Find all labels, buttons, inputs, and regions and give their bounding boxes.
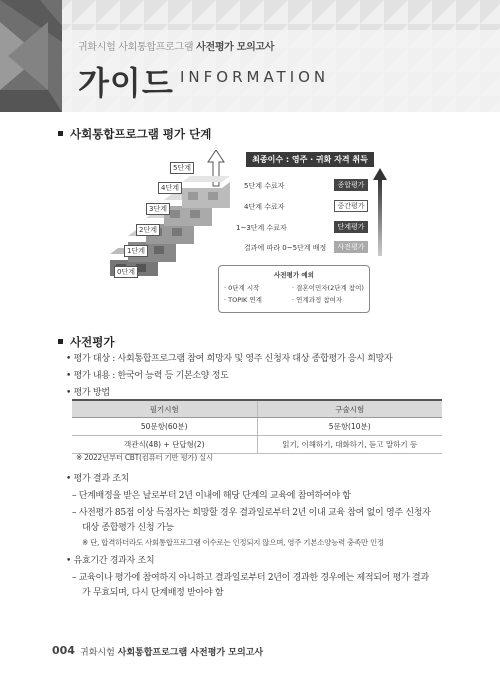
section-heading-label: 사전평가 <box>70 335 115 349</box>
bullet-square-icon <box>58 131 63 136</box>
step-label: 5단계 <box>170 162 194 174</box>
table-row <box>72 436 442 454</box>
table-note: ※ 2022년부터 CBT(컴퓨터 기반 평가) 실시 <box>76 453 213 462</box>
header-graphic <box>0 0 500 112</box>
exception-item: · 결혼이민자(2단계 참여) <box>292 284 364 292</box>
table-cell: 객관식(48) + 단답형(2) <box>72 436 257 454</box>
validity-title: • 유효기간 경과자 조치 <box>66 556 155 566</box>
footer-text-light: 귀화시험 <box>80 648 115 658</box>
exception-item: · 연계과정 참여자 <box>292 296 343 304</box>
table-cell: 읽기, 이해하기, 대화하기, 듣고 말하기 등 <box>257 436 442 454</box>
section-heading-stages <box>58 126 211 142</box>
eval-badge-pretest: 사전평가 <box>334 241 368 253</box>
row-label: 4단계 수료자 <box>244 203 285 211</box>
page-number: 004 <box>52 644 75 657</box>
row-label: 5단계 수료자 <box>244 182 285 190</box>
row-label: 결과에 따라 0~5단계 배정 <box>244 244 327 252</box>
eval-target: • 평가 대상 : 사회통합프로그램 참여 희망자 및 영주 신청자 대상 종합평가 응시 희망자 <box>66 354 393 364</box>
footer-text-bold: 사회통합프로그램 사전평가 모의고사 <box>117 648 264 658</box>
up-arrow-icon <box>372 168 388 256</box>
method-table <box>72 399 442 454</box>
section-heading-label: 사회통합프로그램 평가 단계 <box>70 127 212 141</box>
row-label: 1~3단계 수료자 <box>236 224 287 232</box>
bullet-square-icon <box>58 339 63 344</box>
step-label: 0단계 <box>114 266 138 278</box>
result-item: – 사전평가 85점 이상 득점자는 희망할 경우 결과일로부터 2년 이내 교육 참여 없이 영주 신청자 <box>72 508 431 518</box>
subtitle-bold: 사전평가 모의고사 <box>196 42 275 53</box>
step-label: 3단계 <box>146 203 170 215</box>
step-label: 2단계 <box>136 224 160 236</box>
step-label: 1단계 <box>124 245 148 257</box>
eval-badge-stage: 단계평가 <box>334 221 368 233</box>
result-note: ※ 단, 합격하더라도 사회통합프로그램 이수로는 인정되지 않으며, 영주 기본소양능력 충족만 인정 <box>82 538 384 547</box>
header-subtitle <box>78 38 274 53</box>
final-completion-banner: 최종이수 : 영주 · 귀화 자격 취득 <box>246 152 374 167</box>
table-row <box>72 418 442 436</box>
subtitle-light: 귀화시험 사회통합프로그램 <box>78 42 194 53</box>
exception-item: · TOPIK 연계 <box>224 296 262 304</box>
section-heading-pretest <box>58 334 114 350</box>
page-title-en: INFORMATION <box>180 68 330 86</box>
table-header-row <box>72 400 442 418</box>
step-label: 4단계 <box>158 182 182 194</box>
exception-item: · 0단계 시작 <box>224 284 260 292</box>
table-header: 필기시험 <box>72 400 257 418</box>
eval-content: • 평가 내용 : 한국어 능력 등 기본소양 정도 <box>66 371 229 381</box>
result-item: – 단계배정을 받은 날로부터 2년 이내에 해당 단계의 교육에 참여하여야 함 <box>72 491 351 501</box>
validity-item: – 교육이나 평가에 참여하지 아니하고 결과일로부터 2년이 경과한 경우에는 제적되어 평가 결과 <box>72 573 429 583</box>
page-title: 가이드 <box>78 64 174 102</box>
page-header <box>0 0 500 112</box>
result-title: • 평가 결과 조치 <box>66 474 130 484</box>
exception-title: 사전평가 예외 <box>274 271 314 279</box>
eval-badge-midterm: 중간평가 <box>334 200 368 212</box>
footer-title <box>80 645 263 658</box>
validity-item-cont: 가 무효되며, 다시 단계배정 받아야 함 <box>82 588 224 598</box>
table-header: 구술시험 <box>257 400 442 418</box>
eval-badge-comprehensive: 종합평가 <box>334 179 368 191</box>
table-cell: 5문항(10분) <box>257 418 442 436</box>
result-item-cont: 대상 종합평가 신청 가능 <box>82 523 174 533</box>
eval-method: • 평가 방법 <box>66 388 110 398</box>
table-cell: 50문항(60분) <box>72 418 257 436</box>
